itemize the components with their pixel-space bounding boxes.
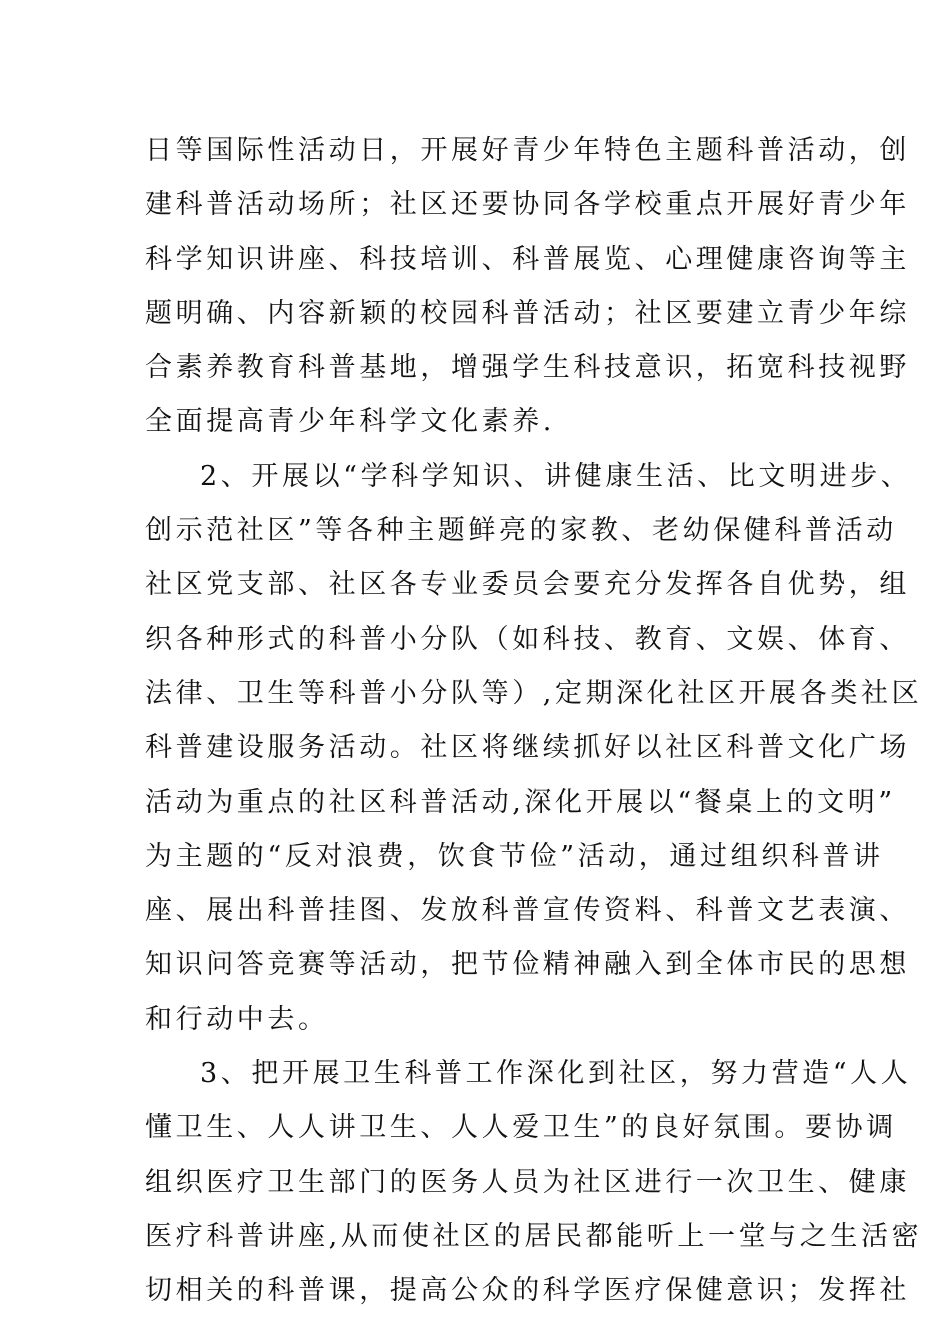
text-line: 懂卫生、人人讲卫生、人人爱卫生”的良好氛围。要协调 — [145, 1112, 897, 1144]
text-line: 活动为重点的社区科普活动,深化开展以“餐桌上的文明” — [145, 786, 896, 818]
text-line: 题明确、内容新颖的校园科普活动；社区要建立青少年综 — [145, 297, 910, 329]
text-line: 组织医疗卫生部门的医务人员为社区进行一次卫生、健康 — [145, 1166, 910, 1198]
text-line: 座、展出科普挂图、发放科普宣传资料、科普文艺表演、 — [145, 895, 910, 927]
body-text — [145, 124, 923, 1319]
text-line: 织各种形式的科普小分队（如科技、教育、文娱、体育、 — [145, 623, 910, 655]
text-line: 科普建设服务活动。社区将继续抓好以社区科普文化广场 — [145, 732, 910, 764]
text-line: 切相关的科普课，提高公众的科学医疗保健意识；发挥社 — [145, 1275, 910, 1307]
text-line: 全面提高青少年科学文化素养. — [145, 406, 555, 438]
text-line: 社区党支部、社区各专业委员会要充分发挥各自优势，组 — [145, 569, 910, 601]
paragraph-2-start: 2、开展以“学科学知识、讲健康生活、比文明进步、 — [200, 460, 912, 492]
text-line: 为主题的“反对浪费，饮食节俭”活动，通过组织科普讲 — [145, 840, 884, 872]
text-line: 合素养教育科普基地，增强学生科技意识，拓宽科技视野 — [145, 352, 910, 384]
text-line: 知识问答竞赛等活动，把节俭精神融入到全体市民的思想 — [145, 949, 910, 981]
text-line: 创示范社区”等各种主题鲜亮的家教、老幼保健科普活动 — [145, 515, 897, 547]
text-line: 和行动中去。 — [145, 1003, 329, 1035]
text-line: 医疗科普讲座,从而使社区的居民都能听上一堂与之生活密 — [145, 1220, 923, 1252]
paragraph-3-start: 3、把开展卫生科普工作深化到社区，努力营造“人人 — [200, 1058, 912, 1090]
text-line: 日等国际性活动日，开展好青少年特色主题科普活动，创 — [145, 135, 910, 166]
text-line: 法律、卫生等科普小分队等）,定期深化社区开展各类社区 — [145, 677, 923, 709]
text-line: 科学知识讲座、科技培训、科普展览、心理健康咨询等主 — [145, 243, 910, 275]
text-line: 建科普活动场所；社区还要协同各学校重点开展好青少年 — [145, 189, 910, 221]
